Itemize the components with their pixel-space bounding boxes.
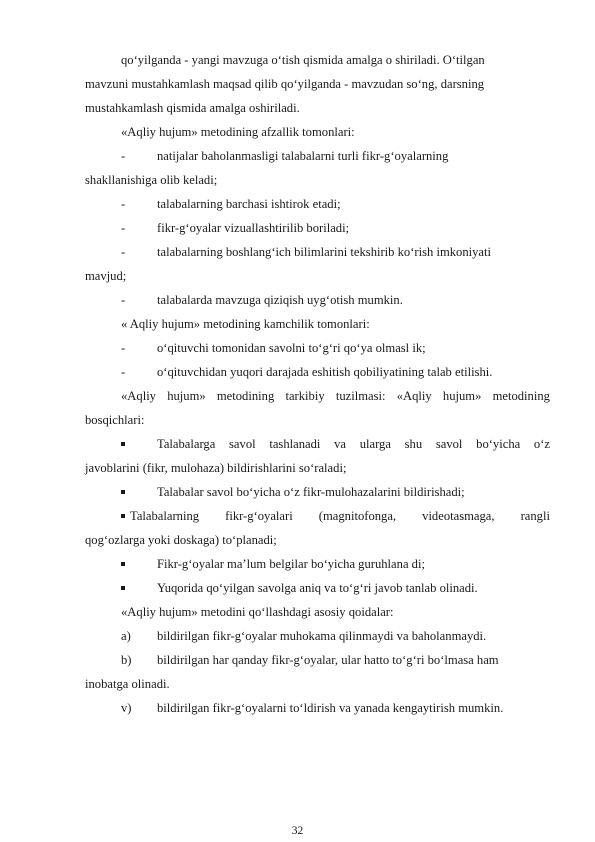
square-bullet-icon	[121, 442, 125, 446]
word: tarkibiy	[285, 389, 325, 403]
list-item: o‘qituvchi tomonidan savolni to‘g‘ri qo‘ya olmasl ik;	[157, 341, 426, 355]
bullet-item	[157, 436, 550, 452]
word: va	[334, 437, 346, 451]
word: o‘z	[533, 437, 550, 451]
list-item: talabalarning boshlang‘ich bilimlarini tekshirib ko‘rish imkoniyati	[157, 245, 492, 259]
page-number: 32	[291, 825, 304, 837]
text-line-justified	[121, 388, 550, 404]
word: savol	[229, 437, 256, 451]
list-item: talabalarning barchasi ishtirok etadi;	[157, 197, 341, 211]
list-item: bildirilgan har qanday fikr-g‘oyalar, ular hatto to‘g‘ri bo‘lmasa ham	[157, 653, 499, 667]
list-item: bildirilgan fikr-g‘oyalarni to‘ldirish va yanada kengaytirish mumkin.	[157, 701, 504, 715]
word: (magnitofonga,	[318, 509, 397, 523]
list-marker: v)	[121, 701, 132, 715]
bullet-marker	[121, 556, 125, 572]
bullet-item: Yuqorida qo‘yilgan savolga aniq va to‘g‘ri javob tanlab olinadi.	[157, 581, 478, 595]
word: videotasmaga,	[422, 509, 495, 523]
word: fikr-g‘oyalari	[225, 509, 293, 523]
dash-marker: -	[121, 341, 126, 355]
text-line: qo‘yilganda - yangi mavzuga o‘tish qismida amalga o shiriladi. O‘tilgan	[121, 53, 485, 67]
text-line: mustahkamlash qismida amalga oshiriladi.	[85, 101, 300, 115]
word: metodining	[492, 389, 550, 403]
text-line: bosqichlari:	[85, 413, 145, 427]
word: ularga	[359, 437, 391, 451]
word: Talabalarning	[130, 509, 200, 523]
word: hujum»	[167, 389, 206, 403]
list-marker: b)	[121, 653, 132, 667]
list-item: fikr-g‘oyalar vizuallashtirilib boriladi;	[157, 221, 350, 235]
word: metodining	[216, 389, 275, 403]
bullet-item: Talabalar savol bo‘yicha o‘z fikr-mulohazalarini bildirishadi;	[157, 485, 465, 499]
word: savol	[435, 437, 463, 451]
square-bullet-icon	[121, 514, 125, 518]
word: bo‘yicha	[476, 437, 521, 451]
bullet-marker	[121, 484, 125, 500]
section-heading: « Aqliy hujum» metodining kamchilik tomonlari:	[121, 317, 370, 331]
word: hujum»	[442, 389, 482, 403]
bullet-marker	[121, 436, 125, 452]
dash-marker: -	[121, 221, 126, 235]
word: Talabalarga	[157, 437, 216, 451]
bullet-marker	[121, 580, 125, 596]
list-item: o‘qituvchidan yuqori darajada eshitish qobiliyatining talab etilishi.	[157, 365, 493, 379]
word: shu	[404, 437, 423, 451]
bullet-item: Fikr-g‘oyalar ma’lum belgilar bo‘yicha guruhlana di;	[157, 557, 425, 571]
bullet-marker	[121, 508, 125, 524]
dash-marker: -	[121, 365, 126, 379]
text-line: inobatga olinadi.	[85, 677, 170, 691]
dash-marker: -	[121, 245, 126, 259]
list-item: bildirilgan fikr-g‘oyalar muhokama qilinmaydi va baholanmaydi.	[157, 629, 487, 643]
section-heading: «Aqliy hujum» metodini qo‘llashdagi asosiy qoidalar:	[121, 605, 394, 619]
dash-marker: -	[121, 197, 126, 211]
list-item: talabalarda mavzuga qiziqish uyg‘otish mumkin.	[157, 293, 403, 307]
text-line: javoblarini (fikr, mulohaza) bildirishlarini so‘raladi;	[85, 461, 347, 475]
word: tuzilmasi:	[335, 389, 386, 403]
word: tashlanadi	[269, 437, 321, 451]
word: «Aqliy	[396, 389, 432, 403]
list-item: natijalar baholanmasligi talabalarni turli fikr-g‘oyalarning	[157, 149, 449, 163]
dash-marker: -	[121, 293, 126, 307]
square-bullet-icon	[121, 562, 125, 566]
text-line: mavzuni mustahkamlash maqsad qilib qo‘yilganda - mavzudan so‘ng, darsning	[85, 77, 485, 91]
text-line: shakllanishiga olib keladi;	[85, 173, 218, 187]
square-bullet-icon	[121, 490, 125, 494]
text-line: mavjud;	[85, 269, 127, 283]
word: «Aqliy	[121, 389, 156, 403]
text-line: qog‘ozlarga yoki doskaga) to‘planadi;	[85, 533, 277, 547]
square-bullet-icon	[121, 586, 125, 590]
list-marker: a)	[121, 629, 131, 643]
bullet-item	[130, 508, 550, 524]
word: rangli	[520, 509, 550, 523]
dash-marker: -	[121, 149, 126, 163]
section-heading: «Aqliy hujum» metodining afzallik tomonlari:	[121, 125, 355, 139]
